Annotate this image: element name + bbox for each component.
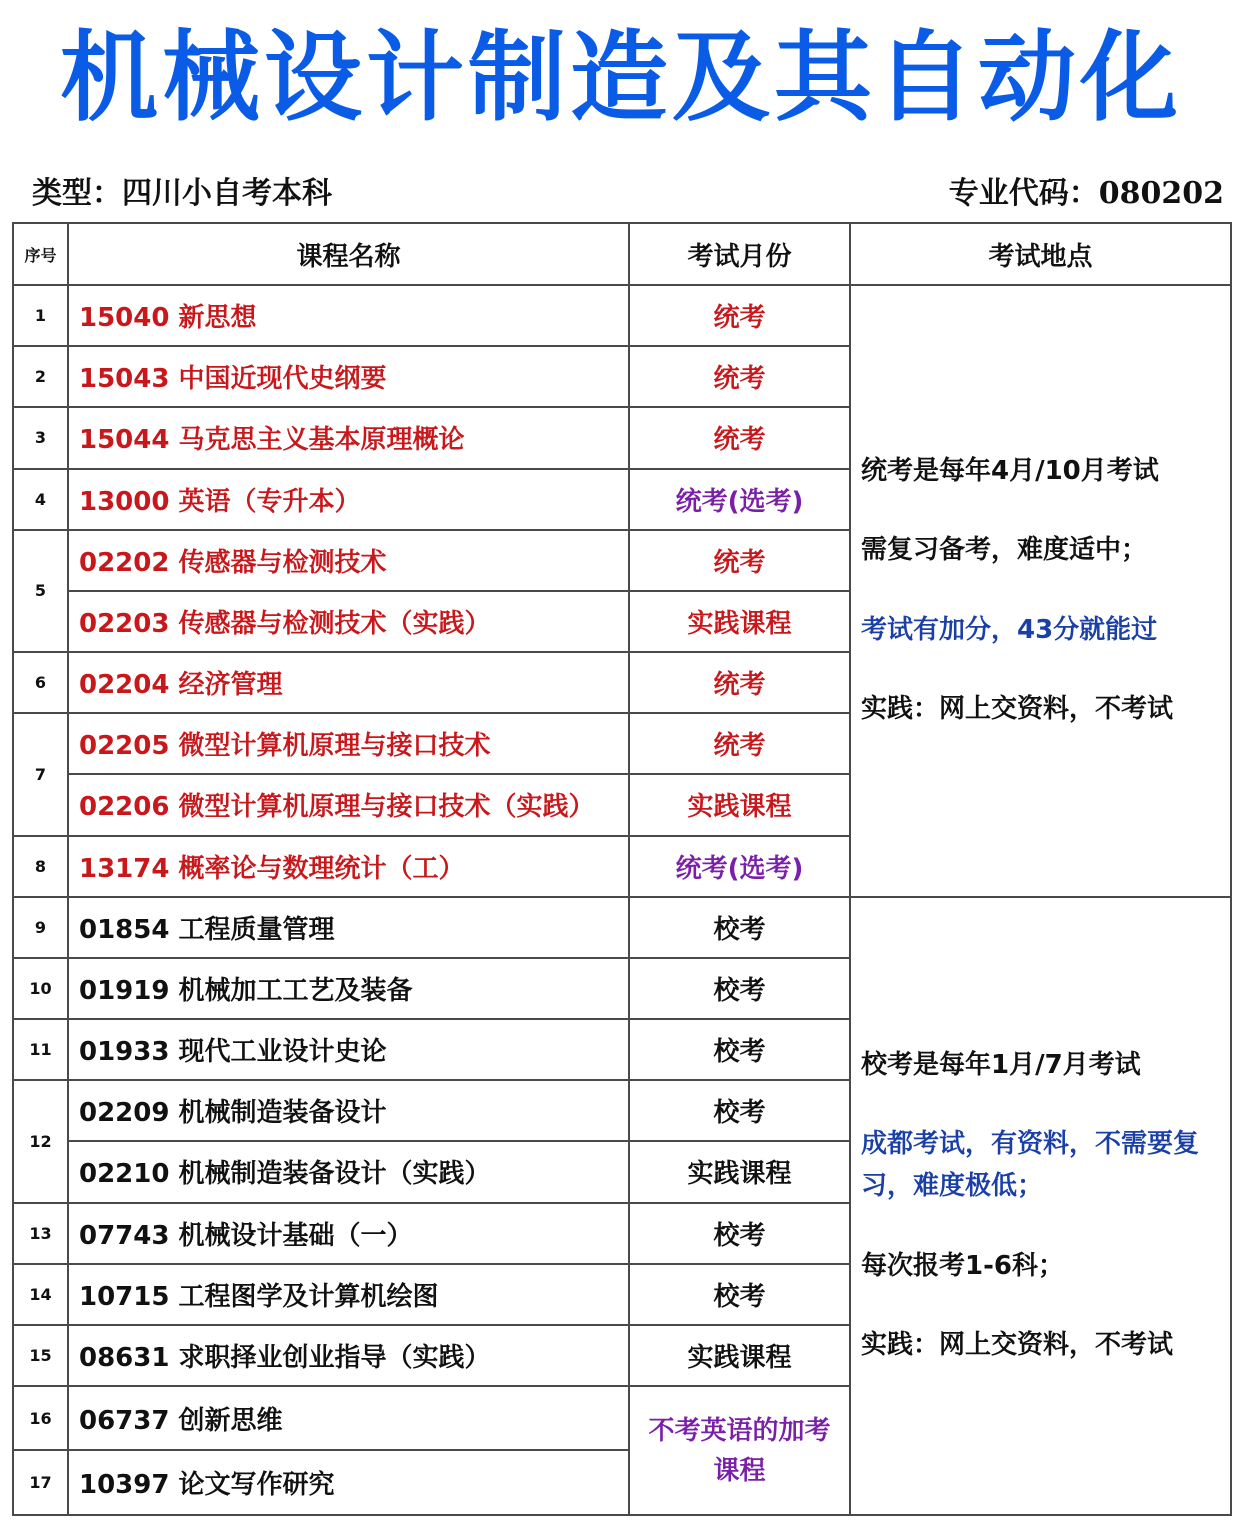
course-name: 02206 微型计算机原理与接口技术（实践） <box>68 774 629 835</box>
location-unified-line-4: 实践：网上交资料，不考试 <box>861 694 1174 725</box>
course-name: 08631 求职择业创业指导（实践） <box>68 1325 629 1386</box>
row-num: 10 <box>13 958 68 1019</box>
table-header-row <box>13 223 1231 285</box>
header-num: 序号 <box>13 223 68 285</box>
row-num: 7 <box>13 713 68 835</box>
merged-exam-note: 不考英语的加考课程 <box>629 1386 850 1515</box>
row-num: 8 <box>13 836 68 897</box>
row-num: 13 <box>13 1203 68 1264</box>
row-num: 4 <box>13 469 68 530</box>
course-name: 07743 机械设计基础（一） <box>68 1203 629 1264</box>
course-name: 15040 新思想 <box>68 285 629 346</box>
program-type: 类型：四川小自考本科 <box>32 176 332 211</box>
course-name: 01854 工程质量管理 <box>68 897 629 958</box>
course-table <box>12 222 1232 1516</box>
exam-type: 统考 <box>629 407 850 468</box>
exam-type: 统考 <box>629 652 850 713</box>
exam-type: 统考(选考) <box>629 469 850 530</box>
header-location: 考试地点 <box>850 223 1231 285</box>
exam-type: 实践课程 <box>629 774 850 835</box>
exam-type: 统考(选考) <box>629 836 850 897</box>
row-num: 5 <box>13 530 68 652</box>
exam-type: 实践课程 <box>629 1141 850 1202</box>
page-title: 机械设计制造及其自动化 <box>59 21 1182 135</box>
exam-type: 校考 <box>629 958 850 1019</box>
row-num: 11 <box>13 1019 68 1080</box>
location-unified-line-3: 考试有加分，43分就能过 <box>861 614 1158 645</box>
location-unified-line-2: 需复习备考，难度适中； <box>861 535 1148 566</box>
exam-type: 校考 <box>629 897 850 958</box>
course-name: 01933 现代工业设计史论 <box>68 1019 629 1080</box>
location-school <box>850 897 1231 1515</box>
course-name: 10397 论文写作研究 <box>68 1450 629 1515</box>
course-name: 10715 工程图学及计算机绘图 <box>68 1264 629 1325</box>
exam-type: 校考 <box>629 1203 850 1264</box>
course-name: 02204 经济管理 <box>68 652 629 713</box>
exam-type: 统考 <box>629 713 850 774</box>
location-school-line-2: 成都考试，有资料，不需要复习，难度极低； <box>861 1129 1200 1202</box>
exam-type: 校考 <box>629 1264 850 1325</box>
course-name: 15043 中国近现代史纲要 <box>68 346 629 407</box>
row-num: 17 <box>13 1450 68 1515</box>
row-num: 12 <box>13 1080 68 1202</box>
course-name: 13000 英语（专升本） <box>68 469 629 530</box>
location-school-line-4: 实践：网上交资料，不考试 <box>861 1330 1174 1361</box>
row-num: 2 <box>13 346 68 407</box>
course-name: 02210 机械制造装备设计（实践） <box>68 1141 629 1202</box>
exam-type: 统考 <box>629 346 850 407</box>
row-num: 16 <box>13 1386 68 1450</box>
location-unified-line-1: 统考是每年4月/10月考试 <box>861 455 1159 486</box>
row-num: 15 <box>13 1325 68 1386</box>
table-row <box>13 897 1231 958</box>
program-code: 专业代码：080202 <box>948 176 1224 211</box>
course-name: 02203 传感器与检测技术（实践） <box>68 591 629 652</box>
exam-type: 实践课程 <box>629 1325 850 1386</box>
course-name: 06737 创新思维 <box>68 1386 629 1450</box>
location-unified <box>850 285 1231 897</box>
row-num: 14 <box>13 1264 68 1325</box>
location-school-line-3: 每次报考1-6科； <box>861 1250 1064 1281</box>
course-name: 13174 概率论与数理统计（工） <box>68 836 629 897</box>
header-course: 课程名称 <box>68 223 629 285</box>
course-name: 15044 马克思主义基本原理概论 <box>68 407 629 468</box>
exam-type: 校考 <box>629 1019 850 1080</box>
exam-type: 统考 <box>629 530 850 591</box>
exam-type: 校考 <box>629 1080 850 1141</box>
table-row <box>13 285 1231 346</box>
location-school-line-1: 校考是每年1月/7月考试 <box>861 1049 1141 1080</box>
row-num: 3 <box>13 407 68 468</box>
row-num: 9 <box>13 897 68 958</box>
course-name: 02205 微型计算机原理与接口技术 <box>68 713 629 774</box>
course-name: 01919 机械加工工艺及装备 <box>68 958 629 1019</box>
row-num: 6 <box>13 652 68 713</box>
row-num: 1 <box>13 285 68 346</box>
header-month: 考试月份 <box>629 223 850 285</box>
course-name: 02209 机械制造装备设计 <box>68 1080 629 1141</box>
course-name: 02202 传感器与检测技术 <box>68 530 629 591</box>
exam-type: 实践课程 <box>629 591 850 652</box>
exam-type: 统考 <box>629 285 850 346</box>
